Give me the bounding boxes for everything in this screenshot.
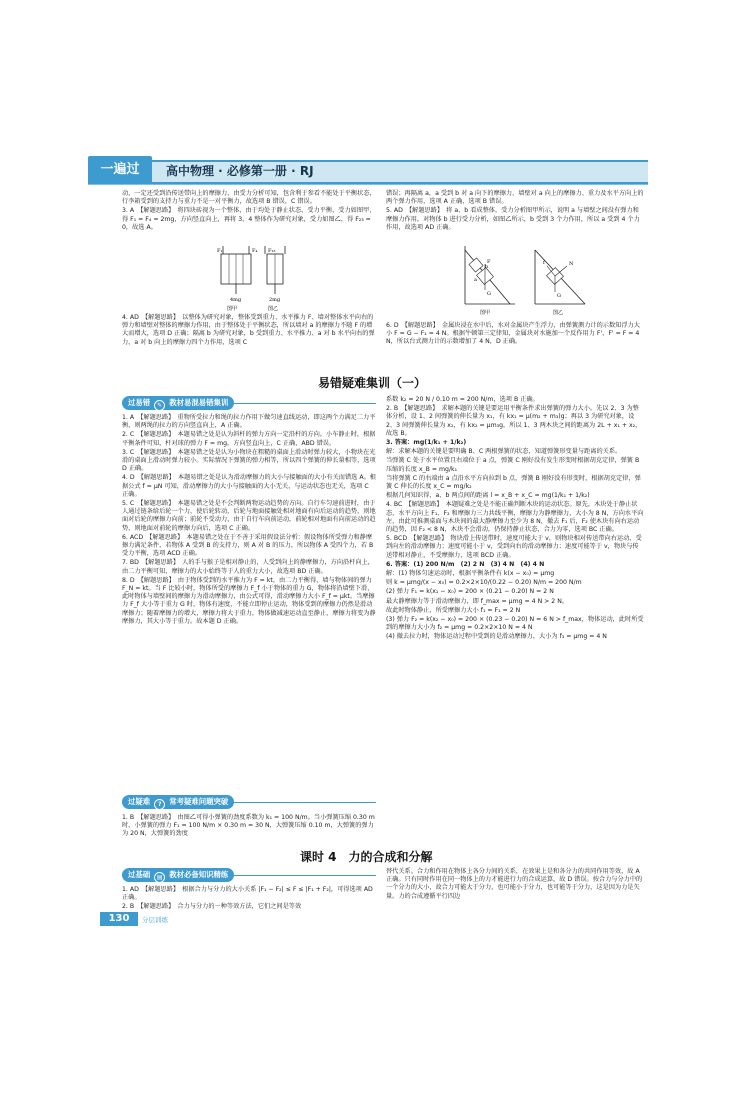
- figure-caption: 图乙: [553, 310, 564, 316]
- banner-subtitle: 常考疑难问题突破: [169, 797, 229, 806]
- bottom-right-column: [386, 868, 644, 902]
- fig-label: a: [474, 277, 477, 283]
- mid-right-column: [386, 396, 644, 643]
- block-b: [469, 258, 483, 272]
- answer-paragraph: 替代关系。合力和作用在物体上各分力间的关系，在效果上是和各分力的共同作用等效，故 A 正确。只有同时作用在同一物体上的力才能进行力的合成运算，故 D 错误。按合力与分力中的一个分力的大小，故合力可能大于分力，也可能小于分力，也可能等于分力，这是因为力是矢量。力的合成遵循平行四边: [386, 868, 643, 900]
- banner-label: 过基础: [128, 870, 151, 879]
- fig-label: f: [543, 260, 545, 266]
- answer-line: 3. 答案：mg(1/k₁ + 1/k₂): [386, 439, 467, 447]
- figure-caption: 图甲: [227, 306, 238, 312]
- mid-left-column: [122, 414, 376, 627]
- book-icon: ✎: [154, 400, 165, 411]
- answer-paragraph: 3. C 【解题思路】 本题易错之处是认为小物块在粗糙的桌面上滑动时弹力较大，小物块在光滑的桌面上滑动时弹力较小。实际情况下弹簧的弹力相等，所以四个弹簧的伸长量相等，选项 D 正确。: [122, 448, 376, 473]
- fig-label: 4mg: [230, 297, 242, 303]
- lesson-title: 课时 4 力的合成和分解: [300, 850, 433, 864]
- banner-label: 过疑难: [128, 797, 151, 806]
- book-icon: ▤: [154, 872, 165, 883]
- answer-line: 解：(1) 物体匀速运动时，根据平衡条件有 k(x − x₀) = μmg: [386, 570, 555, 578]
- book-title: 高中物理 · 必修第一册 · RJ: [166, 164, 314, 178]
- answer-paragraph: 8. D 【解题思路】 由于物体受到的水平推力为 F = kt，由二力平衡得，墙与物体间的弹力 F_N = kt。当 F 比较小时，物体所受的摩擦力 F_f 小于物体的重力 G，物体将沿墙壁下滑，此时物体与墙壁间的摩擦力为滑动摩擦力，由公式可得，滑动摩擦力大小 F_f = μkt。当摩擦力 F_f 大小等于重力 G 时，物体有速度，不能立即停止运动，物体受到的摩擦力仍然是滑动摩擦力；随着摩擦力的增大，摩擦力将大于重力，物体做减速运动直至静止，摩擦力将变为静摩擦力，其大小等于重力。故本题 D 正确。: [122, 576, 376, 625]
- banner-subtitle: 教材易混易错集训: [169, 398, 229, 407]
- answer-paragraph: 1. AD 【解题思路】 根据合力与分力的大小关系 |F₁ − F₂| ≤ F ≤ |F₁ + F₂|，可得选项 AD 正确。: [122, 886, 373, 902]
- figure-caption: 图乙: [268, 306, 279, 312]
- banner-subtitle: 教材必备知识精练: [169, 870, 229, 879]
- fig-label: F₂₃: [268, 248, 276, 254]
- answer-line: 解：求解本题的关键是要明确 B、C 两根弹簧的状态，知道弹簧形变量与距离的关系。: [386, 448, 622, 456]
- top-left-column: [122, 190, 376, 233]
- section-banner: [122, 868, 234, 882]
- mid-left-column-b: [122, 814, 376, 840]
- bottom-left-column: [122, 886, 376, 913]
- fig-label: G: [557, 293, 561, 299]
- section-title: 易错疑难集训（一）: [318, 376, 427, 390]
- answer-paragraph: 2. B 【解题思路】 求解本题的关键是要运用平衡条件求出弹簧的弹力大小。先以 2、3 为整体分析，设 1、2 间弹簧的伸长量为 x₁，有 kx₁ = μ(m₂ + m₃)g；再以 3 为研究对象，设 2、3 间弹簧伸长量为 x₂，有 kx₂ = μm₃g，所以 1、3 两木块之间的距离为 2L + x₁ + x₂，故选 B。: [386, 405, 642, 437]
- answer-line: 最大静摩擦力等于滑动摩擦力，即 f_max = μmg = 4 N > 2 N。: [386, 597, 569, 605]
- footer-label: 分层训练: [142, 916, 168, 924]
- question-icon: ?: [154, 799, 165, 810]
- fig-label: F₄: [252, 248, 258, 254]
- answer-paragraph: 4. AD 【解题思路】 以整体为研究对象，整体受到重力、水平推力 F、墙对整体水平向右的弹力和墙壁对整体的摩擦力作用，由于整体处于平衡状态，所以墙对 a 的摩擦力不随 F 的增大而增大，选项 D 正确；隔离 b 为研究对象，b 受到重力、水平推力、a 对 b 水平向右的弹力，a 对 b 向上的摩擦力四个力作用，选项 C: [122, 314, 375, 346]
- answer-line: 当将弹簧 C 的右端由 a 点沿水平方向拉到 b 点，弹簧 B 刚好没有形变时，根据胡克定律，弹簧 C 伸长的长度 x_C = mg/k₂: [386, 474, 641, 491]
- section-banner: [122, 795, 234, 809]
- page-number: 130: [100, 912, 138, 926]
- top-left-column-continued: [122, 314, 376, 348]
- answer-paragraph: 6. D 【解题思路】 金属块浸在水中后，水对金属块产生浮力，由弹簧测力计的示数知浮力大小 F = G − F₁ = 4 N。根据牛顿第三定律知，金属块对水施加一个反作用力 F'，F' = F = 4 N，所以台式测力计的示数增加了 4 N，D 正确。: [386, 322, 640, 346]
- fig-label: F: [487, 259, 491, 265]
- wall-figure: [455, 246, 605, 316]
- header-logo: 一遍过: [88, 156, 152, 184]
- answer-paragraph: 动，一定还受到沿传送带向上的摩擦力，由受力分析可知，包含利于参看不能处于平衡状态，行李箱受到的支持力与重力不是一对平衡力，故选项 B 错误，C 错误。: [122, 190, 376, 206]
- answer-paragraph: 3. A 【解题思路】 将四块砖视为一个整体，由于均处于静止状态，受力平衡，受力如图甲，得 F₁ = F₄ = 2mg，方向竖直向上，再将 3、4 整体作为研究对象，受力如图乙，得 F₂₃ = 0，故选 A。: [122, 207, 376, 231]
- fig-label: N: [569, 261, 574, 267]
- fig-label: F₁: [217, 248, 223, 254]
- top-right-column-continued: [386, 322, 644, 348]
- brick-figure: [205, 246, 305, 312]
- answer-paragraph: 1. A 【解题思路】 重物所受拉力和绳的拉力作用下做匀速直线运动，即这两个力满足二力平衡，则两绳的拉力的方向竖直向上，A 正确。: [122, 414, 376, 430]
- banner-label: 过易错: [128, 398, 151, 407]
- answer-paragraph: 5. AD 【解题思路】 将 a、b 看成整体，受力分析图甲所示，说明 a 与墙壁之间没有弹力和摩擦力作用，对物体 b 进行受力分析，如图乙所示，b 受到 3 个力作用，所以 a 受到 4 个力作用，故选项 AD 正确。: [386, 207, 640, 231]
- answer-line: (4) 撤去拉力时，物体运动过程中受到的是滑动摩擦力，大小为 f₃ = μmg = 4 N: [386, 633, 607, 641]
- answer-line: 6. 答案：(1) 200 N/m (2) 2 N (3) 4 N (4) 4 N: [386, 560, 545, 568]
- answer-line: 当弹簧 C 处于水平位置且右端位于 a 点，弹簧 C 刚好没有发生形变时根据胡克定律，弹簧 B 压缩的长度 x_B = mg/k₁: [386, 457, 640, 473]
- answer-line: (3) 弹力 F₂ = k(x₂ − x₀) = 200 × (0.23 − 0.20) N = 6 N > f_max，物体运动，此时所受到的摩擦力大小为 f₂ = μmg = 0.2×2×10 N = 4 N: [386, 616, 644, 632]
- answer-paragraph: 5. BCD 【解题思路】 物块滑上传送带时，速度可能大于 v，则物块相对传送带向右运动，受到向左的滑动摩擦力；速度可能小于 v，受到向右的滑动摩擦力；速度可能等于 v，物块与传送带相对静止，不受摩擦力，选项 BCD 正确。: [386, 535, 642, 559]
- fig-label: G: [487, 291, 491, 297]
- answer-paragraph: 系数 k₂ = 20 N / 0.10 m = 200 N/m，选项 B 正确。: [386, 396, 539, 403]
- answer-paragraph: 4. D 【解题思路】 本题易错之处是认为滑动摩擦力的大小与接触面的大小有关而错选 A。根据公式 f = μN 可知，滑动摩擦力的大小与接触面的大小无关，与运动状态也无关，选项 C 正确。: [122, 474, 376, 498]
- header-rule: [88, 184, 648, 185]
- answer-line: (2) 弹力 F₁ = k(x₁ − x₀) = 200 × (0.21 − 0.20) N = 2 N: [386, 588, 554, 596]
- fig-label: b: [485, 264, 489, 270]
- answer-paragraph: 4. BC 【解题思路】 本题疑难之处是不能正确判断木块的运动状态。原先，木块处于静止状态，水平方向上 F₁、F₂ 和摩擦力三力共线平衡，摩擦力为静摩擦力，大小为 8 N，方向水平向左，由此可推测桌面与木块间的最大静摩擦力至少为 8 N，撤去 F₁ 后，F₂ 使木块有向右运动的趋势，因 F₂ < 8 N，木块不会滑动，仍保持静止状态，合力为零，选项 BC 正确。: [386, 501, 644, 534]
- fig-label: 2mg: [269, 297, 281, 303]
- answer-line: 则 k = μmg/(x − x₀) = 0.2×2×10/(0.22 − 0.20) N/m = 200 N/m: [386, 579, 582, 587]
- answer-paragraph: 7. BD 【解题思路】 人的手与猴子是相对静止的，人受到向上的静摩擦力，方向沿杆向上，由二力平衡可知，摩擦力的大小始终等于人的重力大小，故选项 BD 正确。: [122, 559, 374, 575]
- section-banner: [122, 396, 234, 410]
- answer-paragraph: 错误；再隔离 a，a 受到 b 对 a 向下的摩擦力、墙壁对 a 向上的摩擦力、重力及水平方向上的两个弹力作用，选项 A 正确，选项 B 错误。: [386, 190, 644, 206]
- answer-paragraph: 5. C 【解题思路】 本题易错之处是不会判断两物运动趋势的方向。自行车匀速前进时，由于人通过链条给后轮一个力，使后轮转动，后轮与地面接触处相对地面有向后运动的趋势，则地面对后轮的摩擦力向前；前轮不受动力，由于自行车向前运动，前轮相对地面有向前运动的趋势，则地面对前轮的摩擦力向后，选项 C 正确。: [122, 500, 376, 532]
- answer-paragraph: 2. B 【解题思路】 合力与分力的一种等效方法，它们之间是等效: [122, 903, 302, 911]
- top-right-column: [386, 190, 644, 233]
- answer-line: 故此时物体静止，所受摩擦力大小 f₁ = F₁ = 2 N: [386, 606, 521, 614]
- answer-line: 根据几何知识得，a、b 两点间的距离 l = x_B + x_C = mg(1/k₁ + 1/k₂): [386, 492, 590, 500]
- answer-paragraph: 1. B 【解题思路】 由图乙可得小弹簧的劲度系数为 k₁ = 100 N/m。当小弹簧压缩 0.30 m 时，小弹簧的弹力 F₁ = 100 N/m × 0.30 m = 30 N，大弹簧压缩 0.10 m，大弹簧的弹力为 20 N，大弹簧的劲度: [122, 814, 375, 838]
- answer-paragraph: 6. ACD 【解题思路】 本题易错之处在于不善于采用假设法分析：假设物体所受弹力和静摩擦力满足条件，若物体 A 受到 B 的支持力，则 A 对 B 的压力，所以物体 A 受四个力，若 B 受力平衡，选项 ACD 正确。: [122, 533, 374, 558]
- answer-paragraph: 2. C 【解题思路】 本题易错之处是认为斜杆的弹力方向一定沿杆的方向。小车静止时，根据平衡条件可知，杆对球的弹力 F = mg，方向竖直向上，C 正确，ABD 错误。: [122, 431, 376, 447]
- figure-caption: 图甲: [480, 310, 491, 316]
